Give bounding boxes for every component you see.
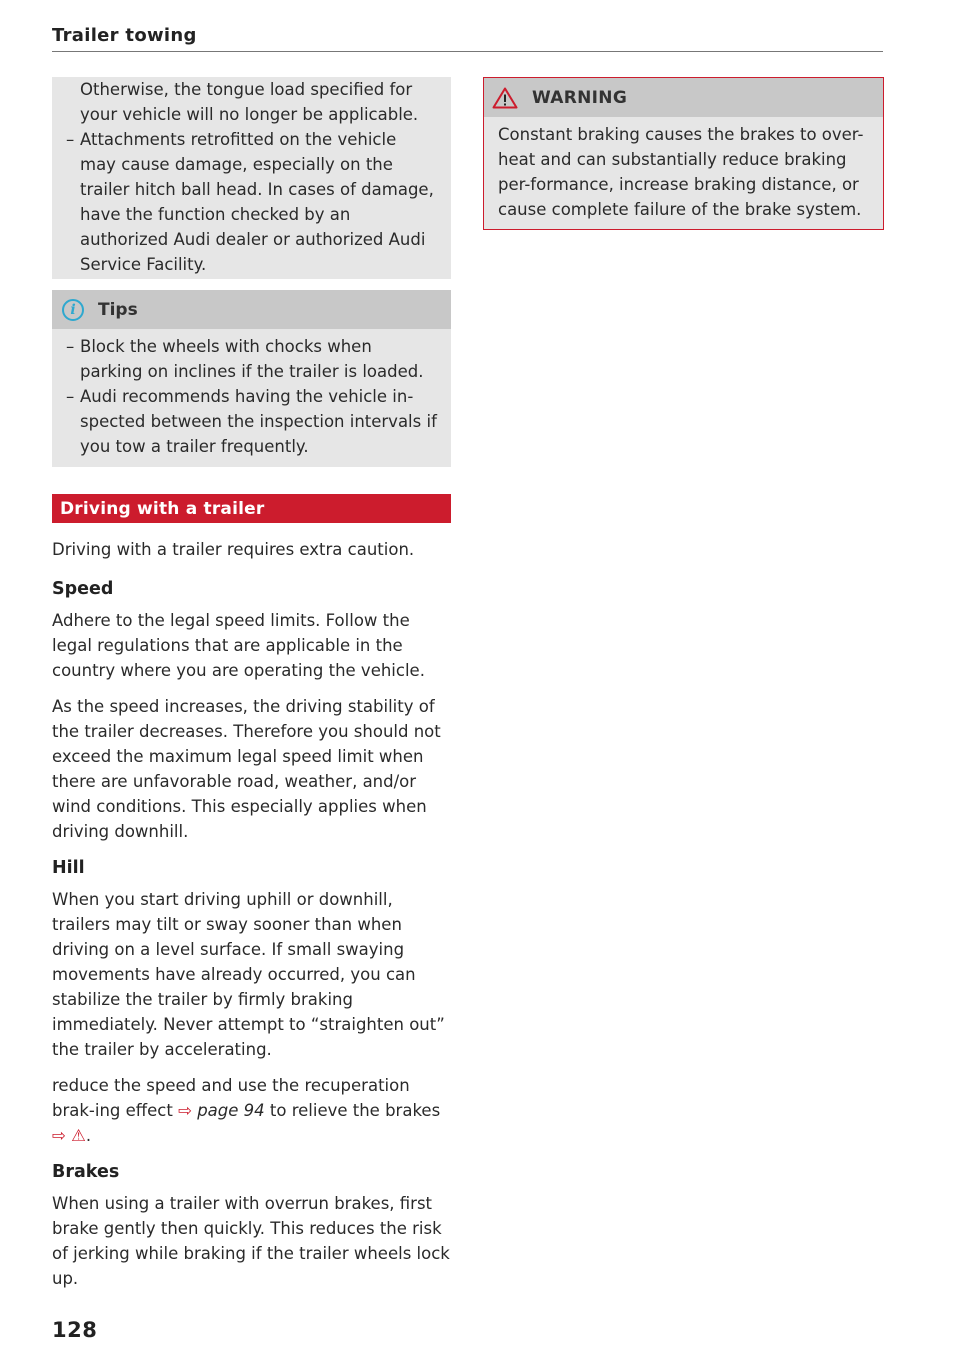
warning-ref-link[interactable] [52,1126,86,1145]
dash-bullet: – [66,130,75,149]
page-ref-link[interactable] [178,1101,265,1120]
section-intro: Driving with a trailer requires extra caution. [52,540,415,559]
header-divider [52,51,883,52]
hill-paragraph-1: When you start driving uphill or downhill, trailers may tilt or sway sooner than when driving on a level surface. If small swaying movements have already occurred, you can stabilize the trailer by firmly braking immediately. Never attempt to “straighten out” the trailer by accelerating. [52,890,445,1059]
continued-line-1: Otherwise, the tongue load specified for [80,80,413,99]
dash-bullet: – [66,387,75,406]
brakes-paragraph-1: When using a trailer with overrun brakes, first brake gently then quickly. This reduces the risk of jerking while braking if the trailer wheels lock up. [52,1194,450,1288]
tips-item [66,384,437,459]
arrow-right-icon: ⇨ [178,1101,192,1120]
warning-body: Constant braking causes the brakes to over-heat and can substantially reduce braking per-formance, increase braking distance, or cause complete failure of the brake system. [498,125,864,219]
tips-item-text: Audi recommends having the vehicle in-spected between the inspection intervals if you tow a trailer frequently. [80,387,437,456]
page-ref-text: page 94 [197,1101,265,1120]
tips-item-text: Block the wheels with chocks when parking on inclines if the trailer is loaded. [80,337,424,381]
continued-list-item [66,127,437,277]
hill-p2-text-b: to relieve the brakes [269,1101,441,1120]
hill-p2-text-a: reduce the speed and use the recuperation brak-ing effect [52,1076,410,1120]
dash-bullet: – [66,337,75,356]
tips-body [52,329,451,467]
left-column [52,77,451,1291]
tips-box [52,290,451,467]
info-icon: i [62,299,84,321]
speed-paragraph-1: Adhere to the legal speed limits. Follow the legal regulations that are applicable in the country where you are operating the vehicle. [52,611,425,680]
right-column [483,77,884,230]
speed-heading: Speed [52,579,114,599]
arrow-right-icon: ⇨ [52,1126,66,1145]
tips-header [52,290,451,329]
brakes-heading: Brakes [52,1162,120,1182]
continued-item-text: Attachments retrofitted on the vehicle may cause damage, especially on the trailer hitch ball head. In cases of damage, have the function checked by an authorized Audi dealer or authorized Audi Service Facility. [80,130,434,274]
warning-header [484,78,883,117]
page-number: 128 [52,1318,98,1342]
page-header-title: Trailer towing [52,25,197,46]
hill-heading: Hill [52,858,85,878]
continued-line-2: your vehicle will no longer be applicable. [80,105,419,124]
warning-box [483,77,884,230]
speed-paragraph-2: As the speed increases, the driving stability of the trailer decreases. Therefore you should not exceed the maximum legal speed limit when there are unfavorable road, weather, and/or wind conditions. This especially applies when driving downhill. [52,697,441,841]
tips-item [66,334,437,384]
hill-paragraph-2 [52,1073,451,1148]
section-title-banner: Driving with a trailer [52,494,451,523]
hill-p2-end: . [85,1126,92,1145]
warning-triangle-icon [492,87,518,109]
warning-triangle-icon: ⚠ [71,1126,86,1145]
continued-note-box [52,77,451,279]
warning-title: WARNING [532,87,628,108]
tips-title: Tips [98,299,138,320]
